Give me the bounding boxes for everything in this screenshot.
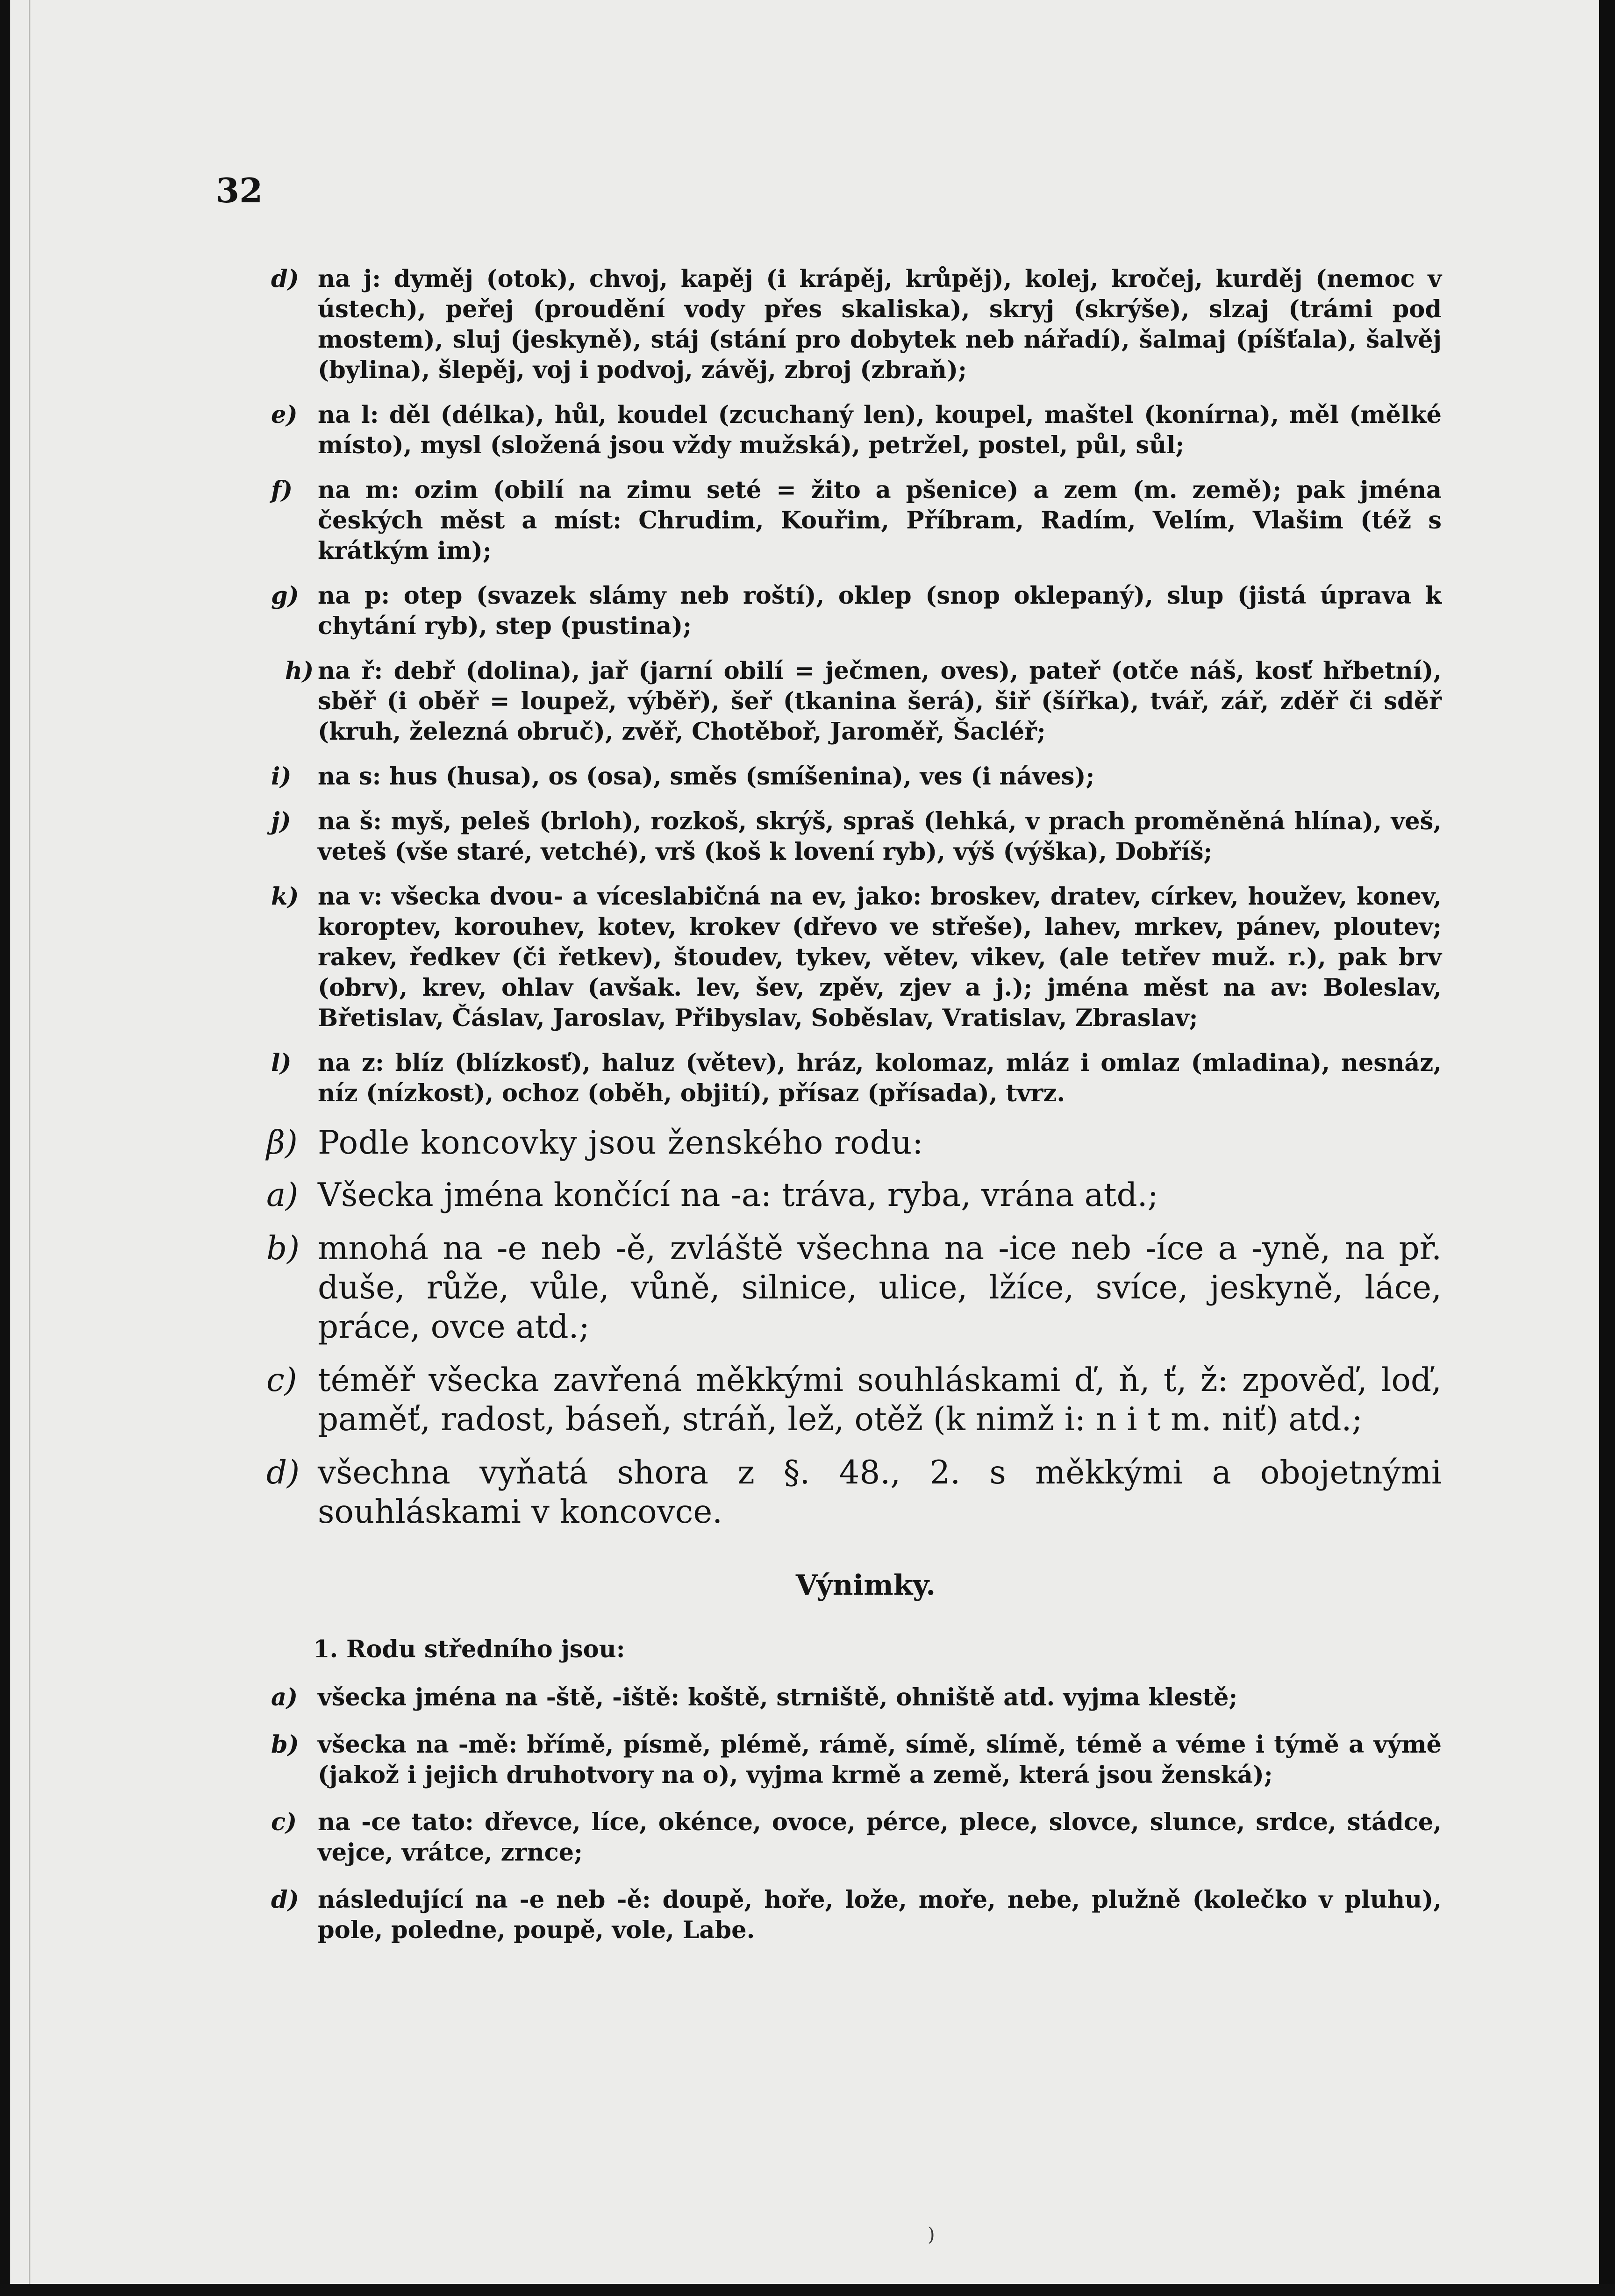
page-number: 32 <box>216 171 263 210</box>
list-item <box>271 1048 1442 1109</box>
item-label: c) <box>266 1362 297 1399</box>
list-item <box>271 264 1442 385</box>
exception-item <box>271 1730 1442 1790</box>
feminine-item <box>266 1453 1442 1532</box>
list-item <box>271 806 1442 867</box>
item-label: b) <box>266 1230 300 1267</box>
item-text: na l: děl (délka), hůl, koudel (zcuchaný len), koupel, maštel (konírna), měl (mělké místo), mysl (složená jsou vždy mužská), petržel, postel, půl, sůl; <box>318 401 1442 459</box>
item-text: na j: dyměj (otok), chvoj, kapěj (i krápěj, krůpěj), kolej, kročej, kurděj (nemoc v ústech), peřej (proudění vody přes skaliska), skryj (skrýše), slzaj (trámi pod mostem), sluj (jeskyně), stáj (stání pro dobytek neb nářadí), šalmaj (píšťala), šalvěj (bylina), šlepěj, voj i podvoj, závěj, zbroj (zbraň); <box>318 265 1442 384</box>
section-label: β) <box>266 1124 298 1162</box>
scan-edge-right <box>1599 0 1615 2296</box>
list-item <box>271 475 1442 566</box>
closing-mark: ) <box>928 2224 935 2246</box>
item-label: j) <box>271 807 291 835</box>
exception-item <box>271 1683 1442 1713</box>
item-text: na m: ozim (obilí na zimu seté = žito a pšenice) a zem (m. země); pak jména českých měst a míst: Chrudim, Kouřim, Příbram, Radím, Velím, Vlašim (též s krátkým im); <box>318 476 1442 565</box>
item-label: d) <box>271 1886 299 1914</box>
item-label: l) <box>271 1049 292 1077</box>
item-text: všechna vyňatá shora z §. 48., 2. s měkkými a obojetnými souhláskami v koncovce. <box>318 1454 1442 1531</box>
margin-line <box>29 0 30 2296</box>
item-label: h) <box>285 657 314 685</box>
scan-edge-bottom <box>0 2284 1615 2296</box>
list-item <box>271 656 1442 747</box>
list-item <box>271 882 1442 1034</box>
list-item <box>271 581 1442 642</box>
item-label: e) <box>271 401 298 429</box>
item-text: všecka na -mě: břímě, písmě, plémě, rámě, símě, slímě, témě a véme i týmě a výmě (jakož i jejich druhotvory na o), vyjma krmě a země, která jsou ženská); <box>318 1731 1442 1789</box>
item-label: c) <box>271 1808 297 1836</box>
item-label: k) <box>271 883 299 911</box>
exceptions-subheading: 1. Rodu středního jsou: <box>313 1635 625 1663</box>
item-label: d) <box>266 1454 300 1491</box>
item-text: na s: hus (husa), os (osa), směs (smíšenina), ves (i náves); <box>318 763 1095 791</box>
feminine-item <box>266 1361 1442 1439</box>
item-text: všecka jména na -ště, -iště: koště, strniště, ohniště atd. vyjma klestě; <box>318 1683 1238 1711</box>
exceptions-title: Výnimky. <box>795 1569 936 1602</box>
item-text: na z: blíz (blízkosť), haluz (větev), hráz, kolomaz, mláz i omlaz (mladina), nesnáz, níz (nízkost), ochoz (oběh, objití), přísaz (přísada), tvrz. <box>318 1049 1442 1107</box>
item-label: b) <box>271 1731 299 1759</box>
item-text: mnohá na -e neb -ě, zvláště všechna na -ice neb -íce a -yně, na př. duše, růže, vůle, vůně, silnice, ulice, lžíce, svíce, jeskyně, láce, práce, ovce atd.; <box>318 1230 1442 1346</box>
item-text: na -ce tato: dřevce, líce, okénce, ovoce, pérce, plece, slovce, slunce, srdce, stádce, vejce, vrátce, zrnce; <box>318 1808 1442 1867</box>
item-text: Všecka jména končící na -a: tráva, ryba, vrána atd.; <box>318 1177 1158 1214</box>
page-content <box>266 264 1442 1962</box>
item-label: g) <box>271 582 299 610</box>
exception-item <box>271 1885 1442 1946</box>
scan-edge-left <box>0 0 10 2296</box>
item-label: a) <box>266 1177 299 1214</box>
item-label: i) <box>271 763 292 791</box>
item-text: na p: otep (svazek slámy neb roští), oklep (snop oklepaný), slup (jistá úprava k chytání ryb), step (pustina); <box>318 582 1442 640</box>
item-label: d) <box>271 265 299 293</box>
item-text: na ř: debř (dolina), jař (jarní obilí = ječmen, oves), pateř (otče náš, kosť hřbetní), sběř (i oběř = loupež, výběř), šeř (tkanina šerá), šiř (šířka), tvář, zář, zděř či sděř (kruh, železná obruč), zvěř, Chotěboř, Jaroměř, Šacléř; <box>318 657 1442 746</box>
item-text: následující na -e neb -ě: doupě, hoře, lože, moře, nebe, plužně (kolečko v pluhu), pole, poledne, poupě, vole, Labe. <box>318 1886 1442 1944</box>
feminine-heading <box>266 1123 1442 1162</box>
item-label: a) <box>271 1683 298 1711</box>
item-label: f) <box>271 476 293 504</box>
list-item <box>271 762 1442 792</box>
item-text: na š: myš, peleš (brloh), rozkoš, skrýš, spraš (lehká, v prach proměněná hlína), veš, veteš (vše staré, vetché), vrš (koš k lovení ryb), výš (výška), Dobříš; <box>318 807 1442 866</box>
section-title: Podle koncovky jsou ženského rodu: <box>318 1124 924 1162</box>
list-item <box>271 400 1442 461</box>
exception-item <box>271 1807 1442 1868</box>
item-text: téměř všecka zavřená měkkými souhláskami ď, ň, ť, ž: zpověď, loď, paměť, radost, báseň, stráň, lež, otěž (k nimž i: n i t m. niť) atd.; <box>318 1362 1442 1438</box>
feminine-item <box>266 1229 1442 1347</box>
item-text: na v: všecka dvou- a víceslabičná na ev, jako: broskev, dratev, církev, houžev, konev, koroptev, korouhev, kotev, krokev (dřevo ve střeše), lahev, mrkev, pánev, ploutev; rakev, ředkev (či řetkev), štoudev, tykev, větev, vikev, (ale tetřev muž. r.), pak brv (obrv), krev, ohlav (avšak. lev, šev, zpěv, zjev a j.); jména měst na av: Boleslav, Břetislav, Čáslav, Jaroslav, Přibyslav, Soběslav, Vratislav, Zbraslav; <box>318 883 1442 1032</box>
feminine-item <box>266 1176 1442 1215</box>
